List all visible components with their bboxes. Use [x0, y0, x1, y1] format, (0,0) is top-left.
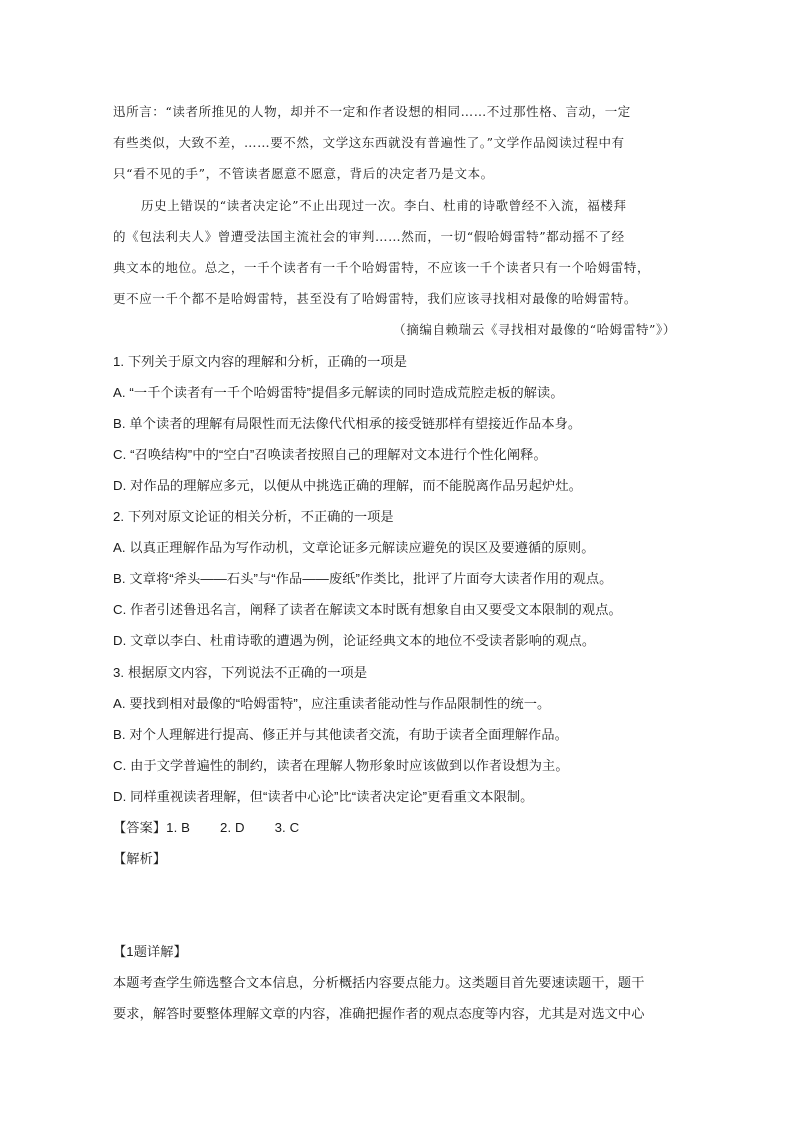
- question-stem: 3. 根据原文内容，下列说法不正确的一项是: [113, 665, 368, 680]
- question-stem: 1. 下列关于原文内容的理解和分析，正确的一项是: [113, 354, 407, 369]
- passage-line: 迅所言：“读者所推见的人物，却并不一定和作者设想的相同……不过那性格、言动，一定: [113, 104, 631, 119]
- passage-line: 历史上错误的“读者决定论”不止出现过一次。李白、杜甫的诗歌曾经不入流，福楼拜: [141, 198, 627, 213]
- answer-item: 2. D: [220, 820, 245, 835]
- question-option: D. 同样重视读者理解，但“读者中心论”比“读者决定论”更看重文本限制。: [113, 789, 534, 804]
- passage-line: 典文本的地位。总之，一千个读者有一千个哈姆雷特，不应该一千个读者只有一个哈姆雷特，: [113, 260, 651, 275]
- question-option: B. 单个读者的理解有局限性而无法像代代相承的接受链那样有望接近作品本身。: [113, 416, 582, 431]
- question-option: A. 要找到相对最像的“哈姆雷特”，应注重读者能动性与作品限制性的统一。: [113, 696, 551, 711]
- passage-line: 有些类似，大致不差，……要不然，文学这东西就没有普遍性了。”文学作品阅读过程中有: [113, 135, 625, 150]
- passage-line: 更不应一千个都不是哈姆雷特，甚至没有了哈姆雷特，我们应该寻找相对最像的哈姆雷特。: [113, 291, 638, 306]
- answer-row: [113, 818, 679, 838]
- answer-item: 1. B: [166, 820, 191, 835]
- question-option: D. 文章以李白、杜甫诗歌的遭遇为例，论证经典文本的地位不受读者影响的观点。: [113, 633, 596, 648]
- question-option: A. “一千个读者有一千个哈姆雷特”提倡多元解读的同时造成荒腔走板的解读。: [113, 385, 564, 400]
- question-stem: 2. 下列对原文论证的相关分析，不正确的一项是: [113, 509, 394, 524]
- detail-label: 【1题详解】: [113, 944, 187, 959]
- question-option: A. 以真正理解作品为写作动机，文章论证多元解读应避免的误区及要遵循的原则。: [113, 540, 595, 555]
- answer-label: 【答案】: [113, 820, 167, 835]
- question-option: C. “召唤结构”中的“空白”召唤读者按照自己的理解对文本进行个性化阐释。: [113, 447, 547, 462]
- question-option: C. 作者引述鲁迅名言，阐释了读者在解读文本时既有想象自由又要受文本限制的观点。: [113, 602, 622, 617]
- question-option: D. 对作品的理解应多元，以便从中挑选正确的理解，而不能脱离作品另起炉灶。: [113, 478, 582, 493]
- passage-line: 的《包法利夫人》曾遭受法国主流社会的审判……然而，一切“假哈姆雷特”都动摇不了经: [113, 229, 625, 244]
- question-option: B. 文章将“斧头——石头”与“作品——废纸”作类比，批评了片面夸大读者作用的观点。: [113, 571, 613, 586]
- analysis-line: 本题考查学生筛选整合文本信息，分析概括内容要点能力。这类题目首先要速读题干，题干: [113, 975, 645, 990]
- passage-source: （摘编自赖瑞云《寻找相对最像的“哈姆雷特”》）: [393, 322, 676, 337]
- answer-item: 3. C: [274, 820, 300, 835]
- question-option: C. 由于文学普遍性的制约，读者在理解人物形象时应该做到以作者设想为主。: [113, 758, 569, 773]
- analysis-line: 要求，解答时要整体理解文章的内容，准确把握作者的观点态度等内容，尤其是对选文中心: [113, 1006, 645, 1021]
- analysis-label: 【解析】: [113, 851, 167, 866]
- question-option: B. 对个人理解进行提高、修正并与其他读者交流，有助于读者全面理解作品。: [113, 727, 568, 742]
- passage-line: 只“看不见的手”，不管读者愿意不愿意，背后的决定者乃是文本。: [113, 166, 494, 181]
